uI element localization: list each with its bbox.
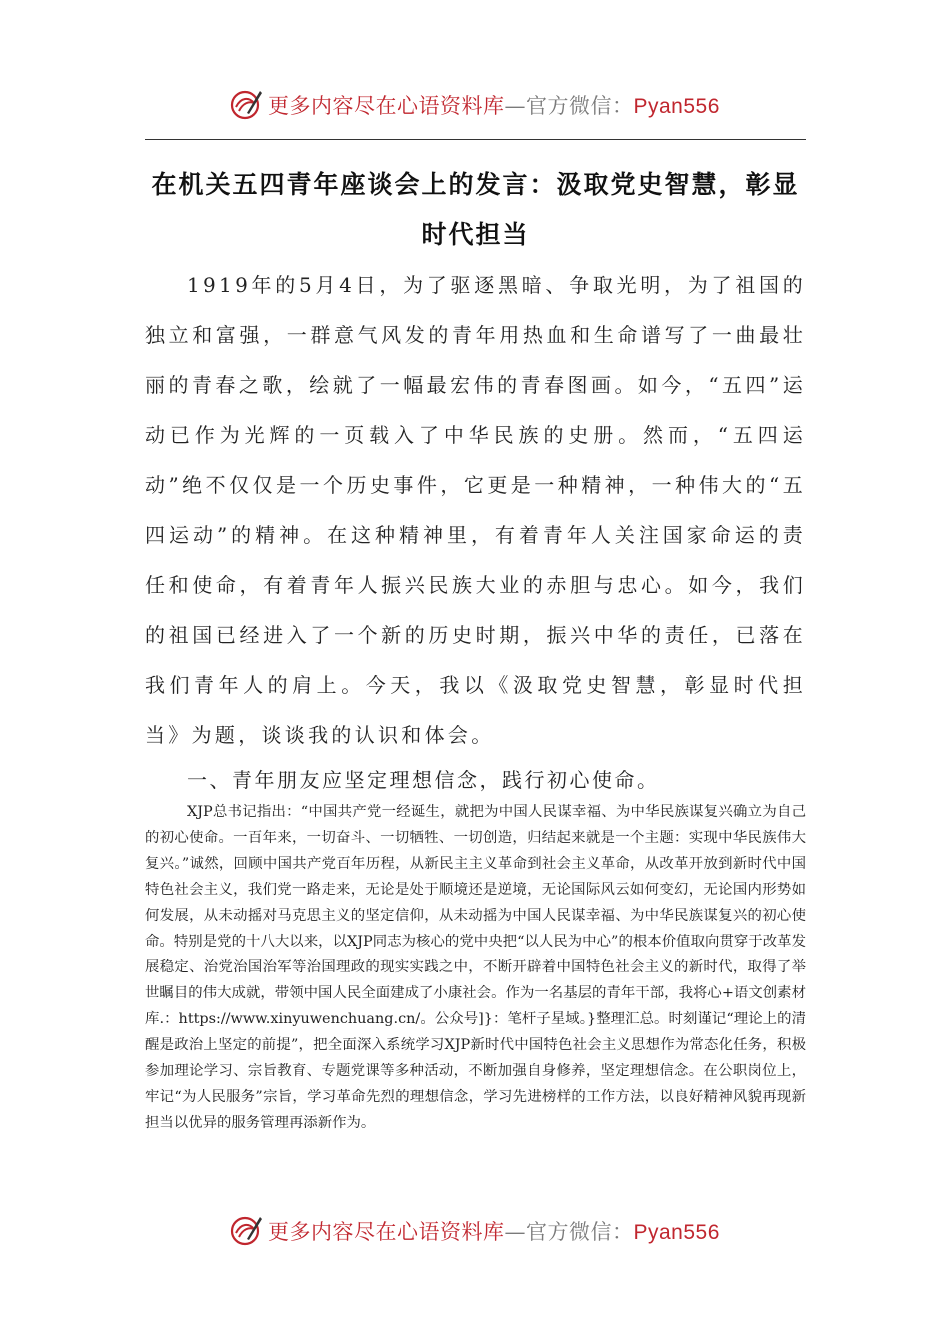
pen-swirl-logo-icon xyxy=(229,1213,263,1247)
section-paragraph: XJP总书记指出：“中国共产党一经诞生，就把为中国人民谋幸福、为中华民族谋复兴确立为自己的初心使命。一百年来，一切奋斗、一切牺牲、一切创造，归结起来就是一个主题：实现中华民族伟大复兴。”诚然，回顾中国共产党百年历程，从新民主主义革命到社会主义革命，从改革开放到新时代中国特色社会主义，我们党一路走来，无论是处于顺境还是逆境，无论国际风云如何变幻，无论国内形势如何发展，从未动摇对马克思主义的坚定信仰，从未动摇为中国人民谋幸福、为中华民族谋复兴的初心使命。特别是党的十八大以来，以XJP同志为核心的党中央把“以人民为中心”的根本价值取向贯穿于改革发展稳定、治党治国治军等治国理政的现实实践之中，不断开辟着中国特色社会主义的新时代，取得了举世瞩目的伟大成就，带领中国人民全面建成了小康社会。作为一名基层的青年干部，我将心+语文创素材库.：https://www.xinyuwenchuang.cn/。公众号]}：笔杆子星域。}整理汇总。时刻谨记“理论上的清醒是政治上坚定的前提”，把全面深入系统学习XJP新时代中国特色社会主义思想作为常态化任务，积极参加理论学习、宗旨教育、专题党课等多种活动，不断加强自身修养，坚定理想信念。在公职岗位上，牢记“为人民服务”宗旨，学习革命先烈的理想信念，学习先进榜样的工作方法，以良好精神风貌再现新担当以优异的服务管理再添新作为。 xyxy=(145,804,806,1131)
intro-paragraph: 1919年的5月4日，为了驱逐黑暗、争取光明，为了祖国的独立和富强，一群意气风发的青年用热血和生命谱写了一曲最壮丽的青春之歌，绘就了一幅最宏伟的青春图画。如今，“五四”运动已作为光辉的一页载入了中华民族的史册。然而，“五四运动”绝不仅仅是一个历史事件，它更是一种精神，一种伟大的“五四运动”的精神。在这种精神里，有着青年人关注国家命运的责任和使命，有着青年人振兴民族大业的赤胆与忠心。如今，我们的祖国已经进入了一个新的历史时期，振兴中华的责任，已落在我们青年人的肩上。今天，我以《汲取党史智慧，彰显时代担当》为题，谈谈我的认识和体会。 xyxy=(145,273,806,747)
pen-swirl-logo-icon xyxy=(229,87,263,121)
watermark-wechat-id: Pyan556 xyxy=(633,95,720,118)
footer-watermark xyxy=(0,1210,950,1250)
section-heading: 一、青年朋友应坚定理想信念，践行初心使命。 xyxy=(187,768,660,792)
watermark-dash: — xyxy=(504,1220,526,1244)
watermark-dash: — xyxy=(504,94,526,118)
document-title: 在机关五四青年座谈会上的发言：汲取党史智慧，彰显时代担当 xyxy=(151,170,800,249)
watermark-wechat-id: Pyan556 xyxy=(633,1221,720,1244)
header-watermark xyxy=(0,84,950,124)
header-divider xyxy=(145,139,806,140)
watermark-wechat-label: 官方微信： xyxy=(526,94,634,118)
watermark-brand: 更多内容尽在心语资料库 xyxy=(268,94,505,118)
watermark-wechat-label: 官方微信： xyxy=(526,1220,634,1244)
watermark-text xyxy=(268,90,720,120)
watermark-brand: 更多内容尽在心语资料库 xyxy=(268,1220,505,1244)
watermark-text xyxy=(268,1216,720,1246)
